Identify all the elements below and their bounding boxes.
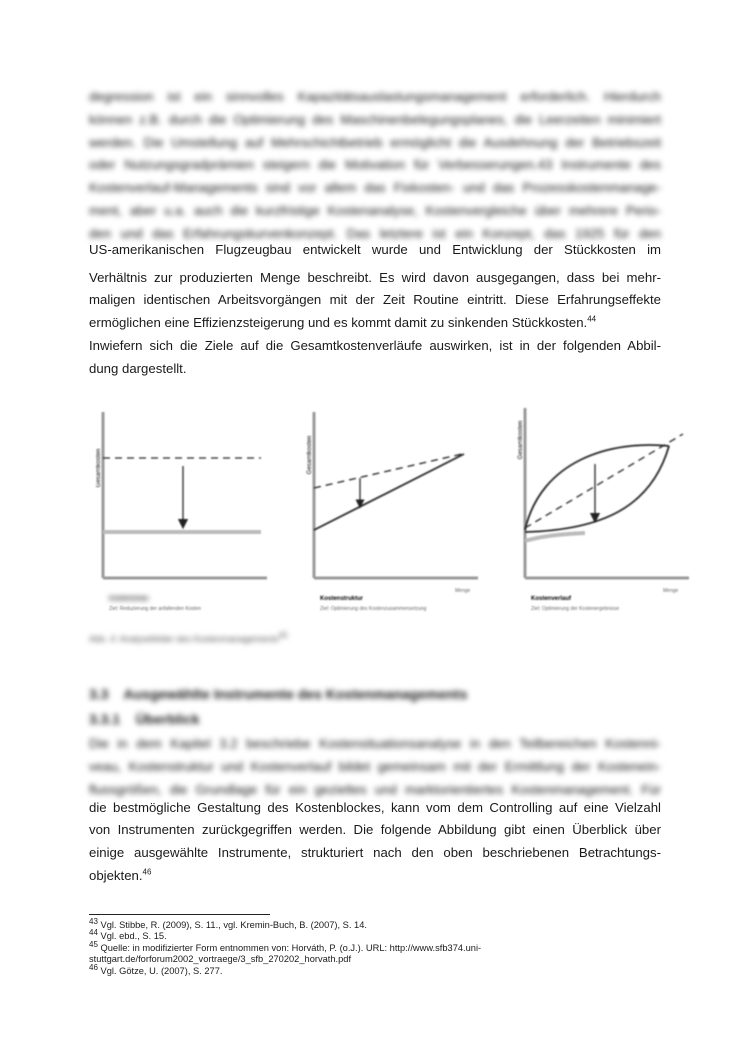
panel-subtitle: Ziel: Optimierung des Kostenzusammensetzung bbox=[320, 606, 427, 612]
footnote bbox=[89, 928, 661, 942]
y-axis-label: Gesamtkosten bbox=[96, 448, 102, 488]
text-line: oder Nutzungsgradprämien steigern die Motivation für Verbesserungen.43 Instrumente des bbox=[89, 157, 661, 173]
text-line: degression ist ein sinnvolles Kapazitätsauslastungsmanagement erforderlich. Hierdurch bbox=[89, 89, 661, 104]
panel-subtitle: Ziel: Reduzierung der anfallenden Kosten bbox=[109, 606, 202, 612]
footnote-number: 46 bbox=[89, 962, 98, 972]
footnote-text: Quelle: in modifizierter Form entnommen von: Horváth, P. (o.J.). URL: http://www.sfb374.uni- bbox=[100, 942, 482, 953]
cost-diagram bbox=[89, 400, 679, 650]
text-line: veau, Kostenstruktur und Kostenverlauf bildet gemeinsam mit der Ermittlung der Kostenein- bbox=[89, 758, 661, 774]
panel-title: Kostenniveau bbox=[109, 596, 149, 602]
text-line: maligen identischen Arbeitsvorgängen mit der Zeit Routine eintritt. Diese Erfahrungseffekte bbox=[89, 292, 661, 308]
text-line bbox=[89, 865, 661, 888]
footnote bbox=[89, 962, 661, 977]
subsection-heading: 3.3.1 Überblick bbox=[89, 711, 200, 727]
footnote-continuation bbox=[89, 954, 661, 965]
footnote bbox=[89, 939, 661, 954]
text-line: die bestmögliche Gestaltung des Kostenblockes, kann vom dem Controlling auf eine Vielzahl bbox=[89, 799, 661, 815]
dashed-cost-line bbox=[525, 434, 683, 528]
text-line: flussgrößen, die Grundlage für ein gezieltes und marktorientiertes Kostenmanagement. Für bbox=[89, 781, 661, 797]
convex-cost-curve bbox=[525, 446, 669, 532]
panel-title: Kostenverlauf bbox=[531, 596, 572, 602]
caption-text: Abb. 4: Analysefelder des Kostenmanagements bbox=[89, 634, 279, 644]
footnote-number: 44 bbox=[89, 928, 98, 938]
text-line: werden. Die Umstellung auf Mehrschichtbetrieb ermöglicht die Ausdehnung der Betriebszeit bbox=[89, 134, 661, 150]
footnote-text: Vgl. ebd., S. 15. bbox=[100, 931, 167, 942]
text-line: ment, aber u.a. auch die kurzfristige Kostenanalyse, Kostenvergleiche über mehrere Perio- bbox=[89, 202, 661, 218]
figure-caption bbox=[89, 631, 288, 644]
panel-subtitle: Ziel: Optimierung der Kostenergebnisse bbox=[531, 606, 620, 612]
text-line-content: ermöglichen eine Effizienzsteigerung und es kommt damit zu sinkenden Stückkosten. bbox=[89, 315, 588, 331]
section-heading: 3.3 Ausgewählte Instrumente des Kostenmanagements bbox=[89, 686, 468, 702]
panel-2 bbox=[307, 412, 478, 612]
y-axis-label: Gesamtkosten bbox=[307, 435, 313, 475]
y-axis-label: Gesamtkosten bbox=[518, 420, 524, 460]
footnote-ref: 45 bbox=[278, 631, 288, 640]
text-line: Kostenverlauf-Managements sind vor allem das Fixkosten- und das Prozesskostenmanage- bbox=[89, 180, 661, 196]
footnote-ref: 44 bbox=[587, 314, 597, 324]
blurred-text-block bbox=[89, 86, 661, 246]
text-line: den und das Erfahrungskurvenkonzept. Das letztere ist ein Konzept, das 1925 für den bbox=[89, 225, 661, 241]
dashed-cost-line bbox=[314, 454, 462, 488]
text-line: einige ausgewählte Instrumente, strukturiert nach den oben beschriebenen Betrachtungs- bbox=[89, 845, 661, 861]
footnote-divider bbox=[89, 914, 270, 915]
panel-title: Kostenstruktur bbox=[320, 596, 364, 602]
panel-3 bbox=[518, 408, 689, 612]
text-line: Die in dem Kapitel 3.2 beschriebe Kostensituationsanalyse in den Teilbereichen Kostenni- bbox=[89, 736, 661, 751]
paragraph-2 bbox=[89, 733, 661, 888]
text-line: von Instrumenten zurückgegriffen werden. Die folgende Abbildung gibt einen Überblick über bbox=[89, 822, 661, 838]
x-axis-label: Menge bbox=[455, 588, 471, 594]
text-line: dung dargestellt. bbox=[89, 360, 187, 376]
footnote-number: 43 bbox=[89, 916, 98, 926]
text-line-partial: US-amerikanischen Flugzeugbau entwickelt wurde und Entwicklung der Stückkosten im bbox=[89, 241, 661, 257]
footnote-text: Vgl. Stibbe, R. (2009), S. 11., vgl. Kremin-Buch, B. (2007), S. 14. bbox=[100, 920, 367, 930]
text-line: können z.B. durch die Optimierung des Maschinenbelegungsplanes, die Leerzeiten minimiert bbox=[89, 111, 661, 127]
blurred-text-block bbox=[89, 733, 661, 797]
optimized-cost-line bbox=[314, 454, 464, 530]
footnote-text: stuttgart.de/forforum2002_vortraege/3_sfb_270202_horvath.pdf bbox=[89, 954, 352, 965]
footnote-text: Vgl. Götze, U. (2007), S. 277. bbox=[100, 965, 223, 976]
paragraph-1 bbox=[89, 86, 661, 381]
panel-1 bbox=[96, 412, 267, 612]
footnote bbox=[89, 916, 661, 931]
text-line: Inwiefern sich die Ziele auf die Gesamtkostenverläufe auswirken, ist in der folgenden Abbil- bbox=[89, 337, 661, 353]
cost-figure bbox=[89, 400, 679, 650]
text-line bbox=[89, 312, 661, 335]
footnote-number: 45 bbox=[89, 939, 98, 949]
footnote-ref: 46 bbox=[142, 867, 152, 877]
x-axis-label: Menge bbox=[663, 588, 679, 594]
text-line-content: objekten. bbox=[89, 867, 143, 883]
footnotes bbox=[89, 916, 661, 977]
gray-cost-stub bbox=[525, 533, 585, 541]
text-line: Verhältnis zur produzierten Menge beschreibt. Es wird davon ausgegangen, dass bei mehr- bbox=[89, 269, 661, 285]
